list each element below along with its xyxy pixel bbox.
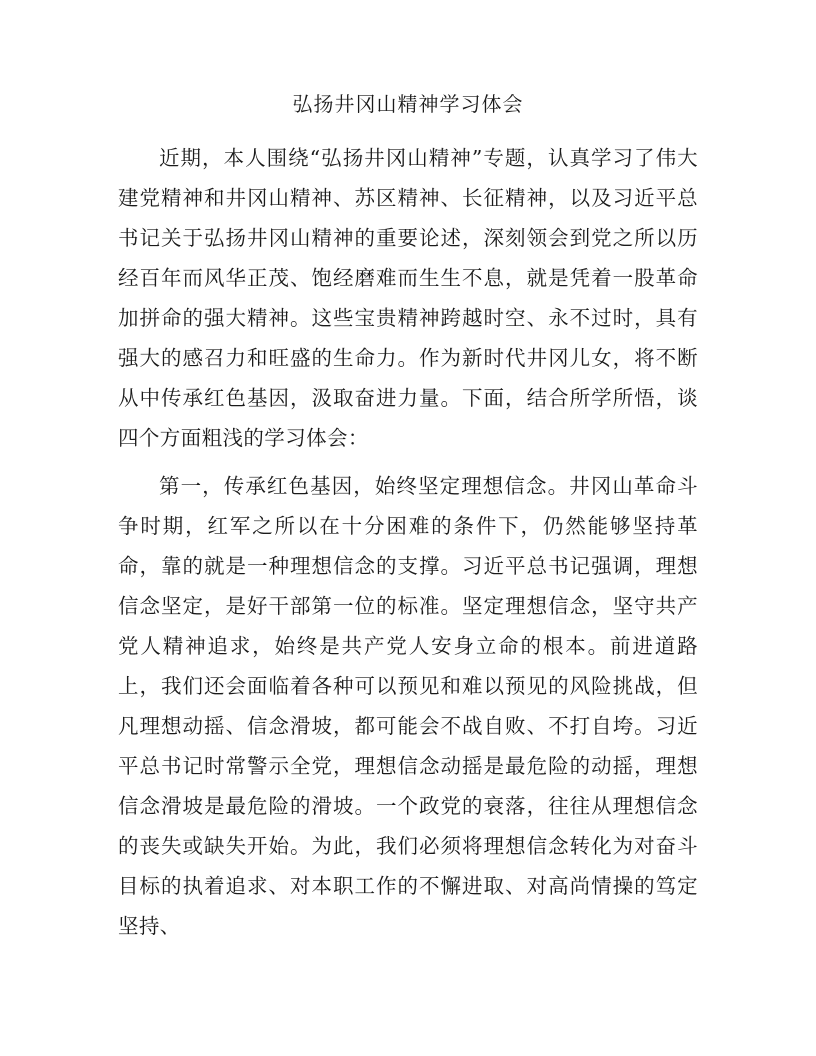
paragraph-intro: 近期，本人围绕“弘扬井冈山精神”专题，认真学习了伟大建党精神和井冈山精神、苏区精神、长征精神，以及习近平总书记关于弘扬井冈山精神的重要论述，深刻领会到党之所以历经百年而风华正茂、饱经磨难而生生不息，就是凭着一股革命加拼命的强大精神。这些宝贵精神跨越时空、永不过时，具有强大的感召力和旺盛的生命力。作为新时代井冈儿女，将不断从中传承红色基因，汲取奋进力量。下面，结合所学所悟，谈四个方面粗浅的学习体会：: [118, 146, 698, 450]
page-title: 弘扬井冈山精神学习体会: [292, 92, 524, 116]
paragraph-first-point: 第一，传承红色基因，始终坚定理想信念。井冈山革命斗争时期，红军之所以在十分困难的条件下，仍然能够坚持革命，靠的就是一种理想信念的支撑。习近平总书记强调，理想信念坚定，是好干部第一位的标准。坚定理想信念，坚守共产党人精神追求，始终是共产党人安身立命的根本。前进道路上，我们还会面临着各种可以预见和难以预见的风险挑战，但凡理想动摇、信念滑坡，都可能会不战自败、不打自垮。习近平总书记时常警示全党，理想信念动摇是最危险的动摇，理想信念滑坡是最危险的滑坡。一个政党的衰落，往往从理想信念的丧失或缺失开始。为此，我们必须将理想信念转化为对奋斗目标的执着追求、对本职工作的不懈进取、对高尚情操的笃定坚持、: [118, 474, 698, 938]
document-body: [118, 138, 698, 946]
